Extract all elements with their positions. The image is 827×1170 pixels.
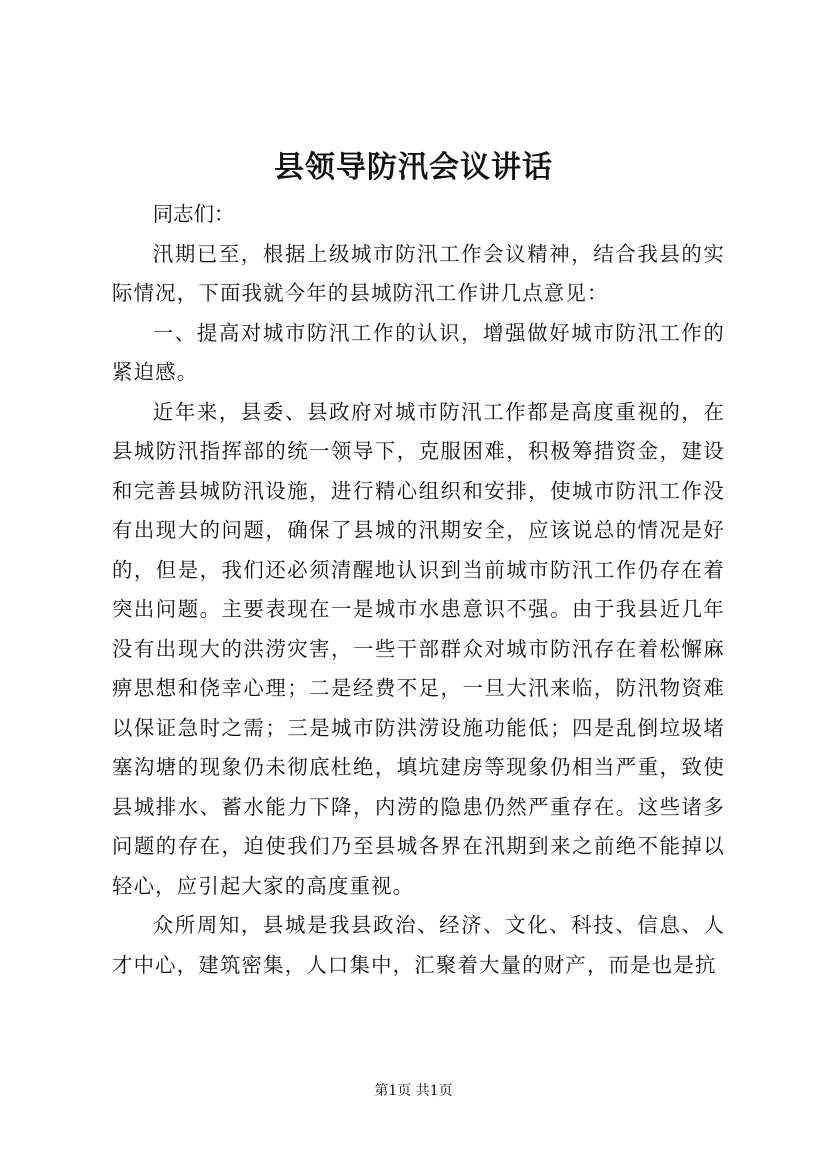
intro-paragraph: 汛期已至，根据上级城市防汛工作会议精神，结合我县的实际情况，下面我就今年的县城防汛工作讲几点意见： bbox=[112, 241, 725, 305]
document-body bbox=[112, 195, 725, 985]
page-number-footer: 第1页 共1页 bbox=[374, 1083, 453, 1099]
document-title: 县领导防汛会议讲话 bbox=[274, 150, 553, 185]
body-paragraph-continued: 众所周知，县城是我县政治、经济、文化、科技、信息、人才中心，建筑密集，人口集中，汇聚着大量的财产，而是也是抗 bbox=[112, 913, 725, 977]
body-paragraph: 近年来，县委、县政府对城市防汛工作都是高度重视的，在县城防汛指挥部的统一领导下，克服困难，积极筹措资金，建设和完善县城防汛设施，进行精心组织和安排，使城市防汛工作没有出现大的问题，确保了县城的汛期安全，应该说总的情况是好的，但是，我们还必须清醒地认识到当前城市防汛工作仍存在着突出问题。主要表现在一是城市水患意识不强。由于我县近几年没有出现大的洪涝灾害，一些干部群众对城市防汛存在着松懈麻痹思想和侥幸心理；二是经费不足，一旦大汛来临，防汛物资难以保证急时之需；三是城市防洪涝设施功能低；四是乱倒垃圾堵塞沟塘的现象仍未彻底杜绝，填坑建房等现象仍相当严重，致使县城排水、蓄水能力下降，内涝的隐患仍然严重存在。这些诸多问题的存在，迫使我们乃至县城各界在汛期到来之前绝不能掉以轻心，应引起大家的高度重视。 bbox=[112, 399, 725, 898]
section-heading-1: 一、提高对城市防汛工作的认识，增强做好城市防汛工作的紧迫感。 bbox=[112, 320, 725, 384]
greeting-paragraph: 同志们： bbox=[152, 202, 235, 226]
